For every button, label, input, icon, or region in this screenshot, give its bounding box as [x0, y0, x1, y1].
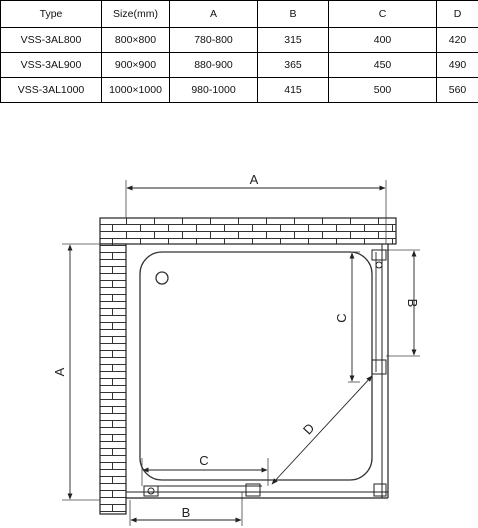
table-row: [1, 28, 478, 53]
header-a: A: [170, 1, 258, 28]
dim-diag-d: [272, 376, 372, 484]
cell-a: 980-1000: [170, 78, 258, 103]
header-c: C: [329, 1, 437, 28]
label-right-c: C: [334, 313, 349, 323]
header-b: B: [258, 1, 329, 28]
label-bottom-c: C: [199, 453, 209, 468]
header-d: D: [437, 1, 478, 28]
label-bottom-b: B: [181, 505, 191, 520]
cell-b: 415: [258, 78, 329, 103]
label-left-a: A: [52, 367, 67, 377]
drain-icon: [156, 272, 168, 284]
cell-d: 420: [437, 28, 478, 53]
cell-a: 880-900: [170, 53, 258, 78]
cell-type: VSS-3AL900: [1, 53, 102, 78]
cell-d: 490: [437, 53, 478, 78]
spec-table: [0, 0, 478, 103]
left-wall: [100, 244, 126, 514]
top-wall: [100, 218, 396, 244]
cell-size: 800×800: [102, 28, 170, 53]
cell-size: 1000×1000: [102, 78, 170, 103]
cell-c: 400: [329, 28, 437, 53]
table-header-row: [1, 1, 478, 28]
label-top-a: A: [249, 172, 259, 187]
cell-type: VSS-3AL1000: [1, 78, 102, 103]
cell-c: 450: [329, 53, 437, 78]
enclosure-frame: [126, 244, 388, 498]
cell-type: VSS-3AL800: [1, 28, 102, 53]
shower-tray: [140, 252, 372, 480]
shower-plan-diagram: [0, 160, 478, 528]
cell-a: 780-800: [170, 28, 258, 53]
cell-d: 560: [437, 78, 478, 103]
cell-b: 315: [258, 28, 329, 53]
label-diag-d: D: [300, 420, 318, 438]
header-type: Type: [1, 1, 102, 28]
cell-b: 365: [258, 53, 329, 78]
table-row: [1, 78, 478, 103]
label-right-b: B: [405, 298, 420, 308]
cell-size: 900×900: [102, 53, 170, 78]
cell-c: 500: [329, 78, 437, 103]
header-size: Size(mm): [102, 1, 170, 28]
table-row: [1, 53, 478, 78]
